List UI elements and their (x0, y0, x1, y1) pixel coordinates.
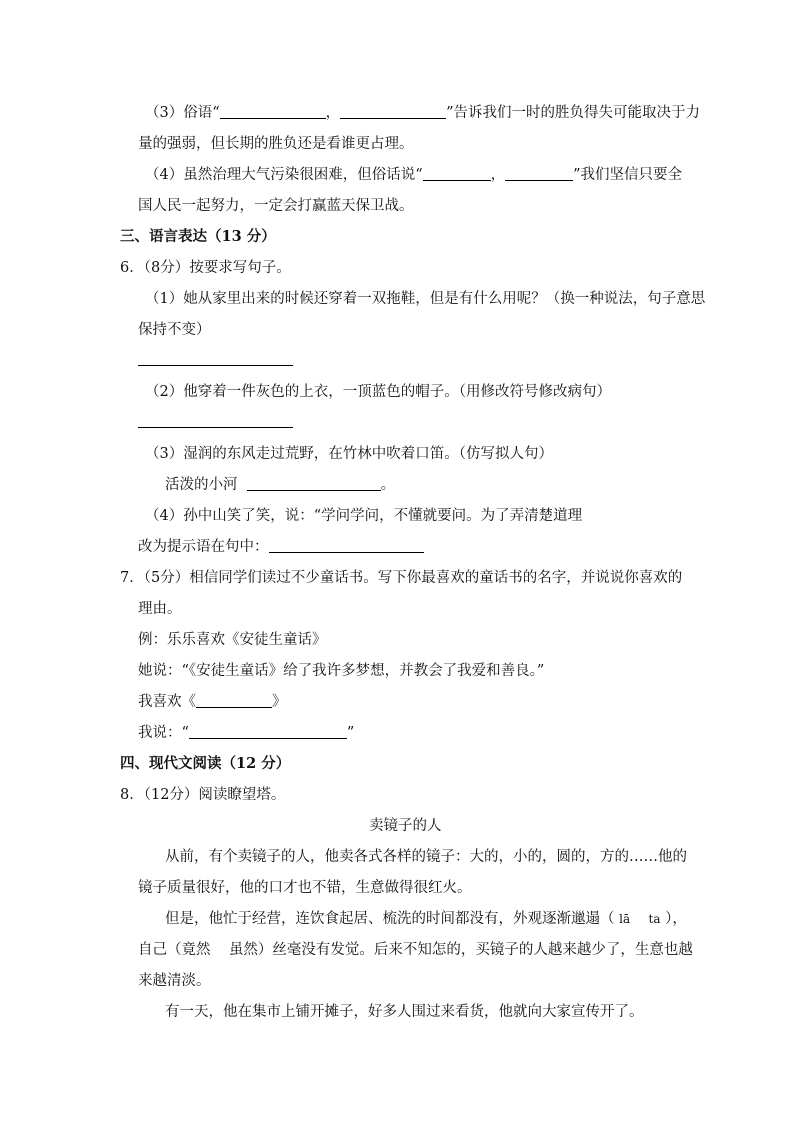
answer-blank[interactable] (220, 104, 326, 119)
answer-blank[interactable] (340, 104, 446, 119)
q6-item1-answer-line[interactable] (138, 350, 293, 370)
q5-item4-line2: 国人民一起努力，一定会打赢蓝天保卫战。 (138, 198, 414, 214)
q7-example-line2: 她说：“《安徒生童话》给了我许多梦想，并教会了我爱和善良。” (138, 663, 545, 679)
q6-item4-answer: 改为提示语在句中： (138, 537, 424, 557)
passage-p2-line3: 来越清淡。 (138, 973, 211, 989)
section4-heading: 四、现代文阅读（12 分） (120, 755, 291, 772)
q7-example-line1: 例：乐乐喜欢《安徒生童话》 (138, 632, 327, 648)
q6-stem: 6．（8分）按要求写句子。 (120, 260, 291, 276)
section3-heading: 三、语言表达（13 分） (120, 228, 276, 245)
pinyin: lā (619, 912, 631, 926)
answer-blank[interactable] (505, 166, 573, 181)
q5-item3-line2: 量的强弱，但长期的胜负还是看谁更占理。 (138, 136, 414, 152)
passage-p1-line2: 镜子质量很好，他的口才也不错，生意做得很红火。 (138, 880, 472, 896)
q7-like-answer: 我喜欢《 》 (138, 694, 287, 710)
passage-p1-line1: 从前，有个卖镜子的人，他卖各式各样的镜子：大的，小的，圆的，方的……他的 (165, 849, 687, 865)
passage-p3-line1: 有一天，他在集市上铺开摊子，好多人围过来看货，他就向大家宣传开了。 (165, 1004, 644, 1020)
q5-item3-line1: （3）俗语“ ， ”告诉我们一时的胜负得失可能取决于力 (145, 105, 701, 121)
q5-item4-line1: （4）虽然治理大气污染很困难，但俗话说“ ， ”我们坚信只要全 (145, 167, 683, 183)
answer-blank[interactable] (196, 693, 272, 708)
answer-blank[interactable] (138, 413, 293, 428)
pinyin: ta (648, 912, 661, 926)
passage-p2-line2: 自己（竟然 虽然）丝毫没有发觉。后来不知怎的，买镜子的人越来越少了，生意也越 (138, 942, 693, 958)
passage-title: 卖镜子的人 (369, 818, 442, 834)
answer-blank[interactable] (138, 351, 293, 366)
q6-item1-line1: （1）她从家里出来的时候还穿着一双拖鞋，但是有什么用呢？（换一种说法，句子意思 (145, 291, 706, 307)
answer-blank[interactable] (423, 166, 491, 181)
answer-blank[interactable] (189, 724, 347, 739)
q7-say-answer: 我说：“ ” (138, 725, 355, 741)
answer-blank[interactable] (247, 476, 381, 491)
answer-blank[interactable] (269, 538, 424, 553)
q6-item2-answer-line[interactable] (138, 412, 293, 432)
q8-stem: 8．（12分）阅读瞭望塔。 (120, 787, 286, 803)
passage-p2-line1: 但是，他忙于经营，连饮食起居、梳洗的时间都没有，外观逐渐邋遢（ lā ta ）， (165, 911, 687, 927)
q6-item1-line2: 保持不变） (138, 322, 211, 338)
q7-stem-line2: 理由。 (138, 601, 182, 617)
q6-item3-answer: 活泼的小河 。 (165, 477, 396, 493)
q6-item3: （3）湿润的东风走过荒野，在竹林中吹着口笛。（仿写拟人句） (145, 446, 553, 462)
q6-item2: （2）他穿着一件灰色的上衣，一顶蓝色的帽子。（用修改符号修改病句） (145, 384, 611, 400)
q7-stem-line1: 7．（5分）相信同学们读过不少童话书。写下你最喜欢的童话书的名字，并说说你喜欢的 (120, 570, 683, 586)
q6-item4: （4）孙中山笑了笑，说：“学问学问，不懂就要问。为了弄清楚道理 (145, 508, 583, 524)
